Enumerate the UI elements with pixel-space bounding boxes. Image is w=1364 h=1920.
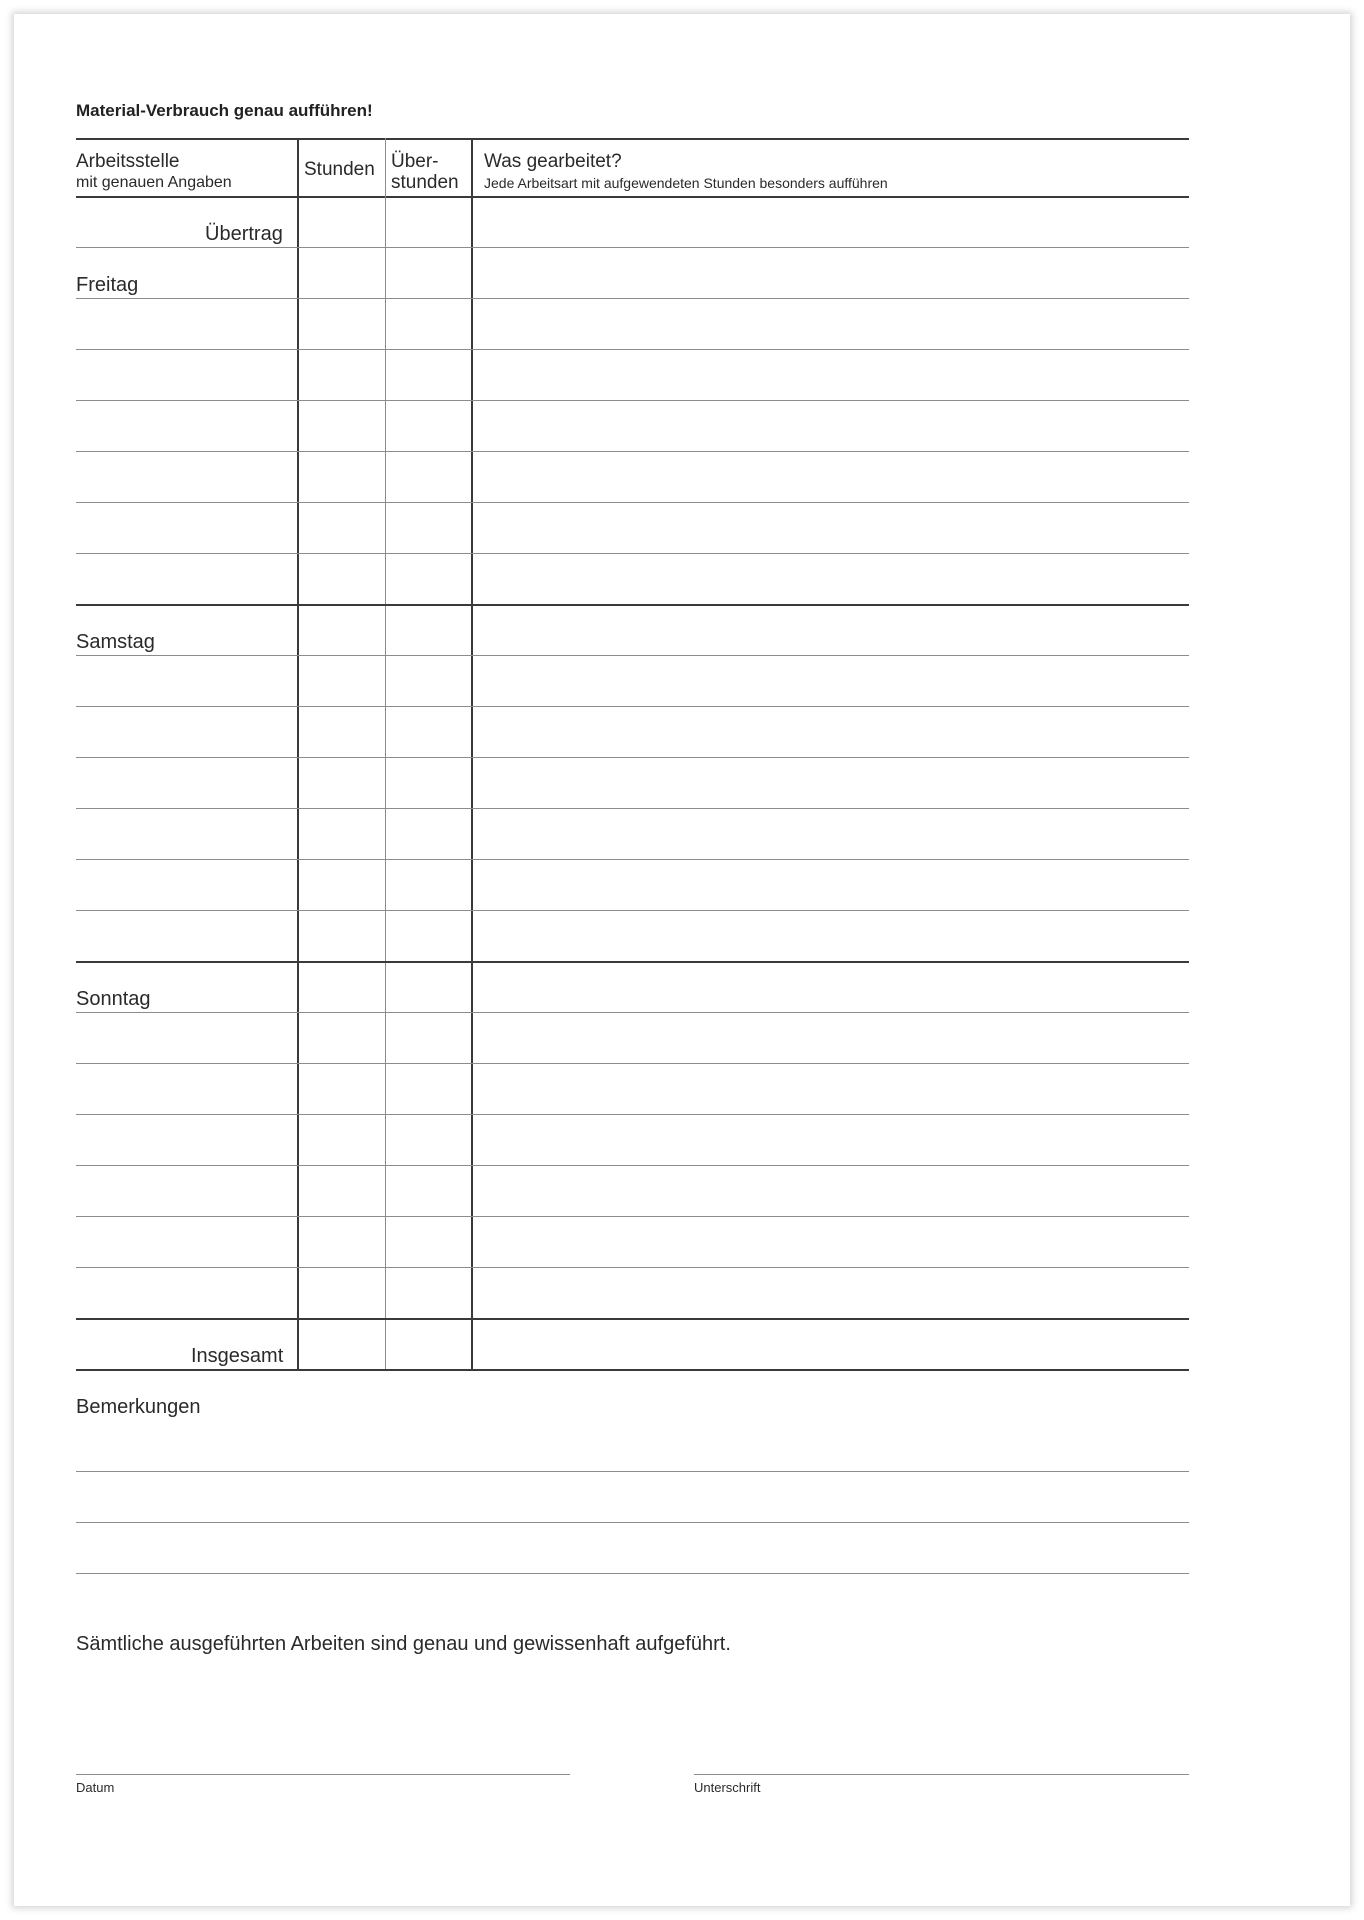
table-row-rule xyxy=(76,400,1189,401)
table-row-rule xyxy=(76,706,1189,707)
table-row-rule xyxy=(76,349,1189,350)
remarks-label: Bemerkungen xyxy=(76,1396,201,1418)
datum-line xyxy=(76,1774,570,1775)
table-row-rule xyxy=(76,451,1189,452)
header-arbeitsstelle: Arbeitsstelle xyxy=(76,151,180,172)
table-row-rule xyxy=(76,859,1189,860)
table-row-rule xyxy=(76,1063,1189,1064)
unterschrift-label: Unterschrift xyxy=(694,1780,761,1795)
remarks-line-1 xyxy=(76,1471,1189,1472)
datum-label: Datum xyxy=(76,1780,115,1795)
table-row-rule xyxy=(76,1012,1189,1013)
remarks-line-3 xyxy=(76,1573,1189,1574)
column-divider-stunden xyxy=(297,138,299,1370)
header-bottom-rule xyxy=(76,196,1189,198)
table-row-rule xyxy=(76,604,1189,606)
table-row-rule xyxy=(76,961,1189,963)
table-row-rule xyxy=(76,910,1189,911)
header-arbeitsstelle-sub: mit genauen Angaben xyxy=(76,174,232,191)
row-label-sonntag: Sonntag xyxy=(76,988,151,1010)
column-divider-ueberstunden xyxy=(385,138,386,1370)
row-label-freitag: Freitag xyxy=(76,274,139,296)
header-was-gearbeitet: Was gearbeitet? xyxy=(484,151,622,172)
header-ueberstunden-1: Über- xyxy=(391,151,439,172)
table-row-rule xyxy=(76,808,1189,809)
table-row-rule xyxy=(76,1216,1189,1217)
table-row-rule xyxy=(76,298,1189,299)
remarks-line-2 xyxy=(76,1522,1189,1523)
table-row-rule xyxy=(76,655,1189,656)
header-ueberstunden-2: stunden xyxy=(391,172,459,193)
table-row-rule xyxy=(76,1369,1189,1371)
table-row-rule xyxy=(76,757,1189,758)
table-row-rule xyxy=(76,247,1189,248)
header-stunden: Stunden xyxy=(304,159,375,180)
table-row-rule xyxy=(76,1114,1189,1115)
unterschrift-line xyxy=(694,1774,1189,1775)
column-divider-was xyxy=(471,138,473,1370)
header-was-gearbeitet-sub: Jede Arbeitsart mit aufgewendeten Stunden besonders aufführen xyxy=(484,175,888,191)
material-note: Material-Verbrauch genau aufführen! xyxy=(76,101,373,120)
row-label-samstag: Samstag xyxy=(76,631,155,653)
row-label-insgesamt: Insgesamt xyxy=(191,1345,284,1367)
table-top-rule xyxy=(76,138,1189,140)
table-row-rule xyxy=(76,1165,1189,1166)
declaration-text: Sämtliche ausgeführten Arbeiten sind genau und gewissenhaft aufgeführt. xyxy=(76,1633,731,1655)
table-row-rule xyxy=(76,1318,1189,1320)
table-row-rule xyxy=(76,553,1189,554)
row-label-uebertrag: Übertrag xyxy=(205,223,283,245)
table-row-rule xyxy=(76,1267,1189,1268)
table-row-rule xyxy=(76,502,1189,503)
